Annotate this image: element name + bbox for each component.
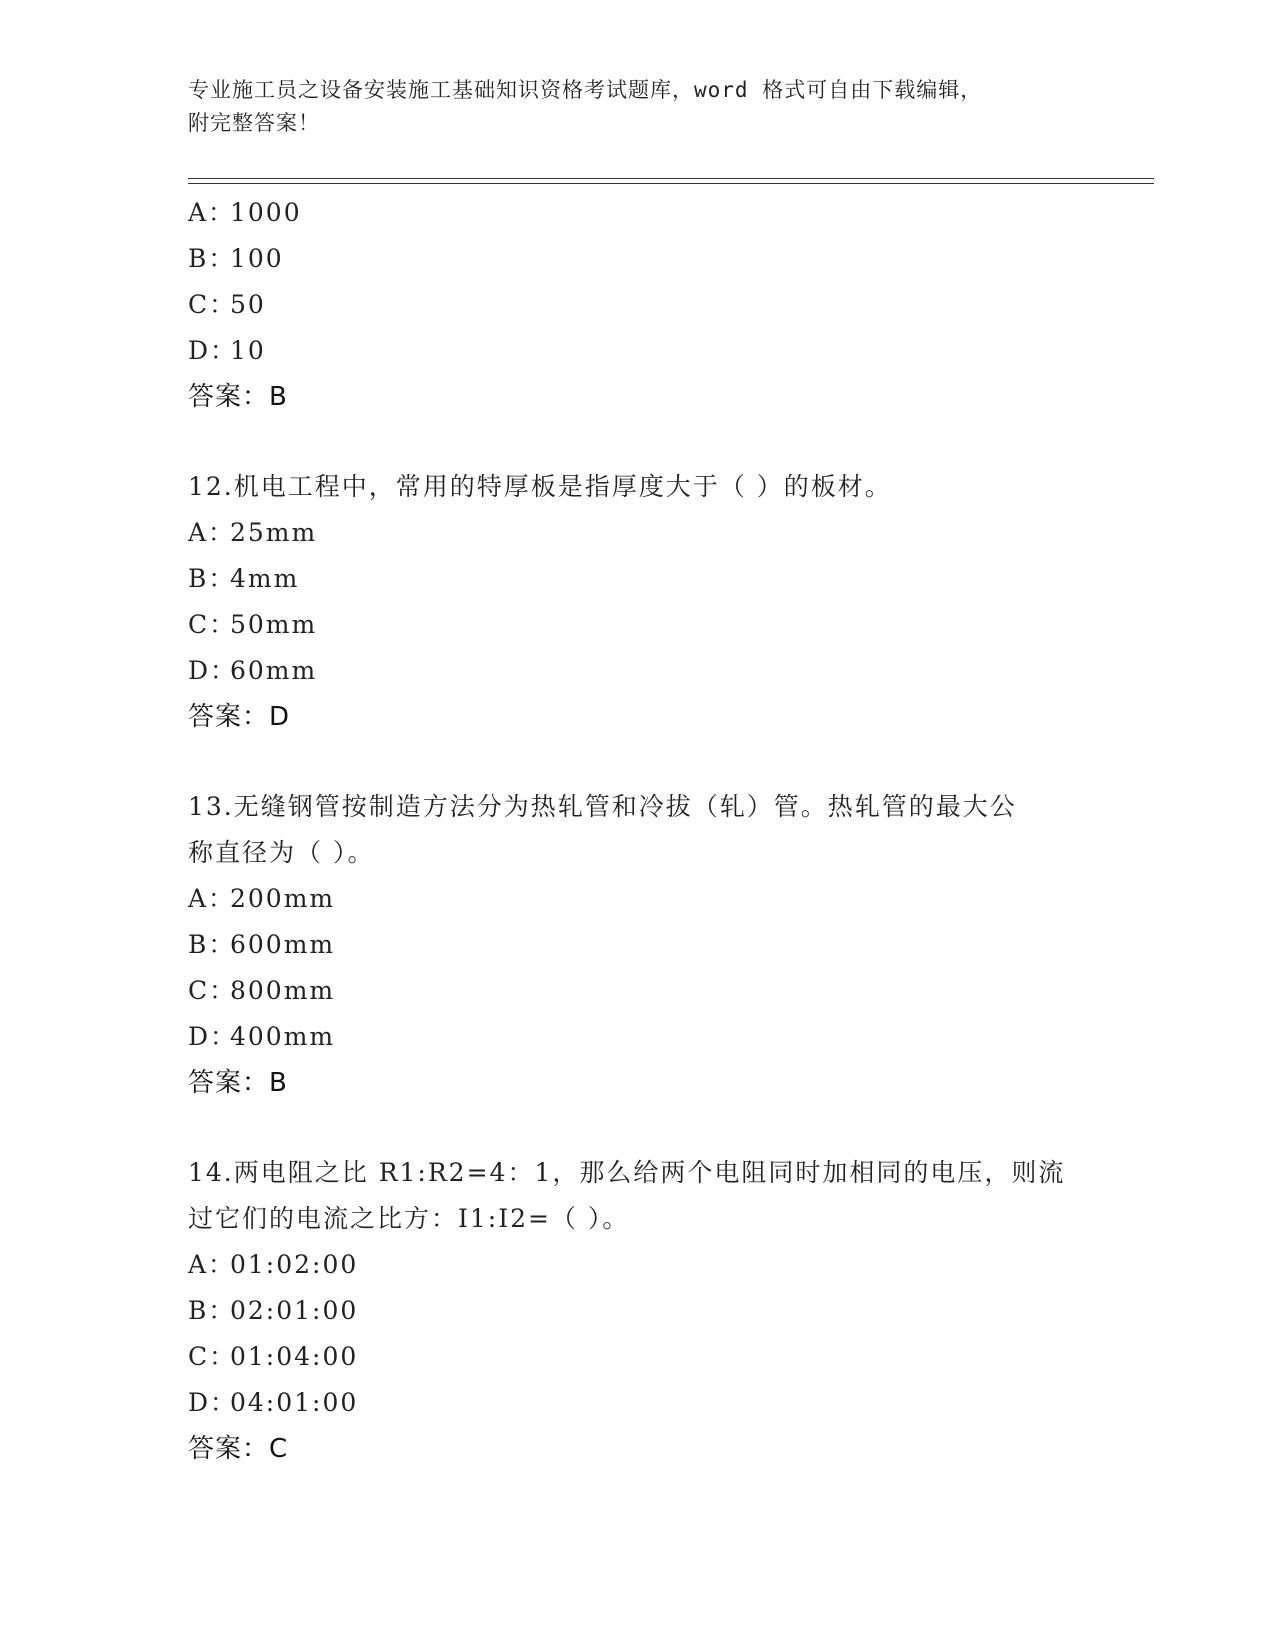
option-c: C：50 (188, 290, 266, 319)
option-a: A：1000 (188, 198, 302, 227)
answer: 答案：B (188, 382, 288, 412)
option-c: C：01:04:00 (188, 1342, 359, 1371)
question-14 (188, 1150, 1088, 1472)
option-d: D：10 (188, 336, 266, 365)
question-list (188, 190, 1088, 1472)
question-stem-line-2: 称直径为（ ）。 (188, 838, 375, 867)
header-line-1: 专业施工员之设备安装施工基础知识资格考试题库，word 格式可自由下载编辑， (188, 78, 983, 102)
answer: 答案：C (188, 1434, 289, 1464)
option-b: B：600mm (188, 930, 336, 959)
option-d: D：60mm (188, 656, 318, 685)
option-c: C：800mm (188, 976, 336, 1005)
question-11 (188, 190, 1088, 420)
question-stem-line-1: 13.无缝钢管按制造方法分为热轧管和冷拔（轧）管。热轧管的最大公 (188, 792, 1017, 821)
question-12 (188, 464, 1088, 740)
option-a: A：01:02:00 (188, 1250, 359, 1279)
option-b: B：02:01:00 (188, 1296, 359, 1325)
header-divider-top (188, 178, 1154, 179)
option-d: D：04:01:00 (188, 1388, 359, 1417)
option-c: C：50mm (188, 610, 318, 639)
option-b: B：4mm (188, 564, 300, 593)
option-d: D：400mm (188, 1022, 336, 1051)
answer: 答案：D (188, 702, 291, 732)
header-divider-bottom (188, 183, 1154, 184)
header-line-2: 附完整答案！ (188, 111, 320, 135)
question-stem: 12.机电工程中，常用的特厚板是指厚度大于（ ）的板材。 (188, 472, 892, 501)
question-stem-line-2: 过它们的电流之比方：I1:I2=（ ）。 (188, 1204, 630, 1233)
answer: 答案：B (188, 1068, 288, 1098)
question-13 (188, 784, 1088, 1106)
document-header (188, 74, 1068, 140)
option-a: A：25mm (188, 518, 318, 547)
option-b: B：100 (188, 244, 284, 273)
question-stem-line-1: 14.两电阻之比 R1:R2=4：1，那么给两个电阻同时加相同的电压，则流 (188, 1158, 1066, 1187)
option-a: A：200mm (188, 884, 336, 913)
